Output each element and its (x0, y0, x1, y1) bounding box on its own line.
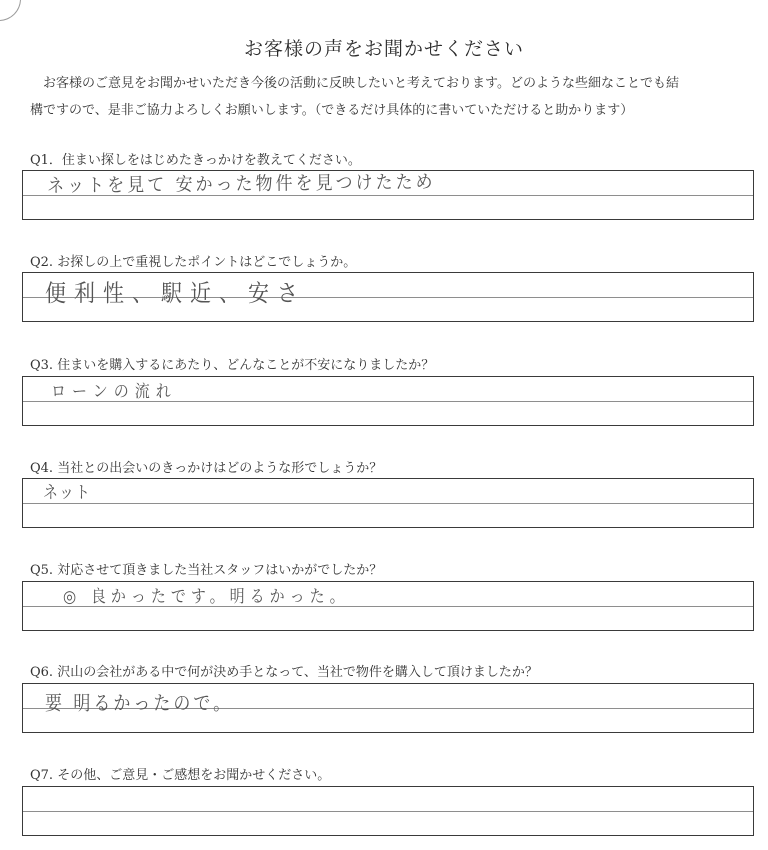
question-label-q1: Q1．住まい探しをはじめたきっかけを教えてください。 (30, 153, 361, 168)
intro-line-2: 構ですので、是非ご協力よろしくお願いします。（できるだけ具体的に書いていただけると助かります） (30, 103, 634, 118)
answer-box-q2[interactable] (22, 272, 754, 322)
handwritten-answer-q6: 要 明るかったので。 (45, 692, 234, 715)
answer-box-q1[interactable] (22, 170, 754, 220)
question-label-q3: Q3. 住まいを購入するにあたり、どんなことが不安になりましたか？ (30, 358, 435, 373)
handwritten-answer-q3: ローンの流れ (51, 381, 177, 402)
page-title: お客様の声をお聞かせください (243, 38, 524, 60)
answer-box-q7[interactable] (22, 786, 754, 836)
answer-ruling-line (23, 811, 753, 812)
answer-box-q5[interactable] (22, 581, 754, 631)
intro-line-1: お客様のご意見をお聞かせいただき今後の活動に反映したいと考えております。どのような些細なことでも結 (43, 76, 679, 91)
handwritten-answer-q4: ネット (43, 482, 92, 503)
handwritten-answer-q5: ◎ 良かったです。明るかった。 (63, 586, 350, 607)
intro-text (30, 70, 760, 124)
answer-ruling-line (23, 503, 753, 504)
question-label-q5: Q5. 対応させて頂きました当社スタッフはいかがでしたか？ (30, 563, 383, 578)
question-label-q2: Q2. お探しの上で重視したポイントはどこでしょうか。 (30, 255, 357, 270)
question-label-q6: Q6. 沢山の会社がある中で何が決め手となって、当社で物件を購入して頂けましたか？ (30, 665, 538, 680)
answer-box-q3[interactable] (22, 376, 754, 426)
answer-box-q6[interactable] (22, 683, 754, 733)
corner-fold-mark (0, 0, 21, 21)
answer-box-q4[interactable] (22, 478, 754, 528)
question-label-q4: Q4. 当社との出会いのきっかけはどのような形でしょうか？ (30, 461, 383, 476)
question-label-q7: Q7. その他、ご意見・ご感想をお聞かせください。 (30, 768, 331, 783)
handwritten-answer-q1: ネットを見て 安かった物件を見つけたため (47, 171, 436, 198)
handwritten-answer-q2: 便利性、駅近、安さ (45, 279, 306, 307)
